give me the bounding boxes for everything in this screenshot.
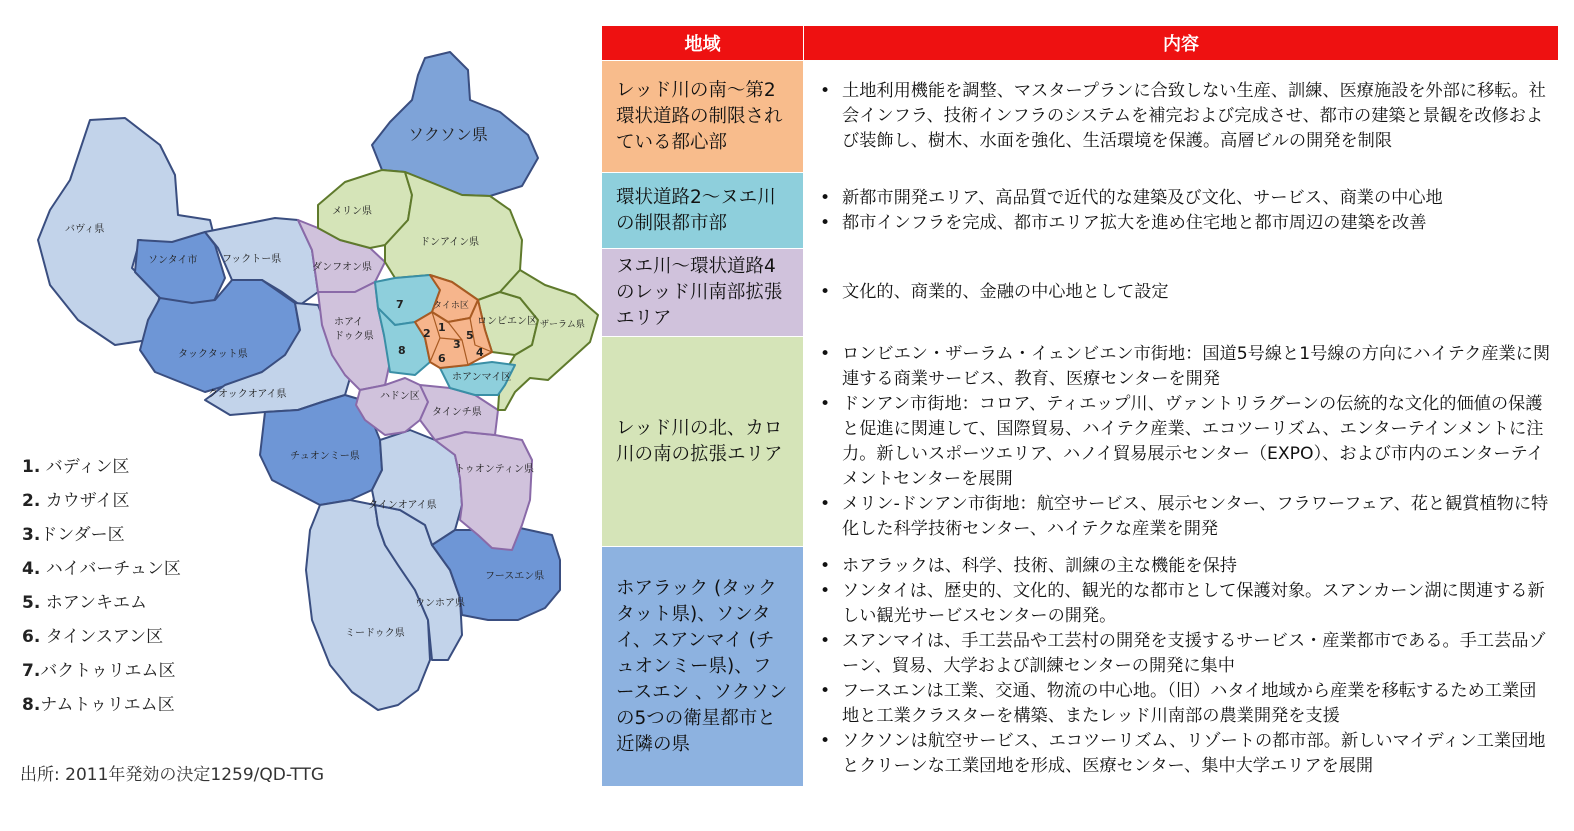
label-gia-lam: ザーラム県 — [540, 320, 585, 330]
district-number-8: 8 — [398, 344, 406, 357]
content-bullet: • スアンマイは、手工芸品や工芸村の開発を支援するサービス・産業都市である。手工芸品ゾーン、貿易、大学および訓練センターの開発に集中 — [816, 629, 1552, 679]
legend-name: ホアンキエム — [40, 593, 148, 613]
label-ba-vi: バヴィ県 — [65, 224, 105, 235]
legend-number: 5. — [22, 593, 41, 613]
label-soc-son: ソクソン県 — [408, 125, 488, 144]
label-me-linh: メリン県 — [332, 206, 372, 217]
content-bullet: • ロンビエン・ザーラム・イェンビエン市街地：国道5号線と1号線の方向にハイテク産業に関連する商業サービス、教育、医療センターを開発 — [816, 342, 1552, 392]
content-bullet: • 都市インフラを完成、都市エリア拡大を進め住宅地と都市周辺の建築を改善 — [816, 211, 1552, 236]
legend-number: 4. — [22, 559, 41, 579]
label-my-duc: ミードゥク県 — [345, 628, 405, 639]
legend-name: カウザイ区 — [40, 491, 130, 511]
source-note: 出所: 2011年発効の決定1259/QD-TTG — [20, 765, 325, 785]
legend-number: 6. — [22, 627, 41, 647]
content-bullet: • ソンタイは、歴史的、文化的、観光的な都市として保護対象。スアンカーン湖に関連する新しい観光サービスセンターの開発。 — [816, 579, 1552, 629]
district-number-4: 4 — [476, 346, 484, 359]
legend-name: バクトゥリエム区 — [40, 661, 176, 681]
content-cell — [804, 61, 1559, 173]
table-row — [602, 547, 1559, 787]
region-cell: ホアラック (タックタット県)、ソンタイ、スアンマイ (チュオンミー県)、フースエン 、ソクソンの5つの衛星都市と近隣の県 — [602, 547, 804, 787]
label-quoc-oai: クオックオアイ県 — [208, 389, 287, 400]
legend-name: ナムトゥリエム区 — [40, 695, 175, 715]
legend-number: 7. — [22, 661, 41, 681]
label-hoang-mai: ホアンマイ区 — [452, 372, 512, 383]
label-dan-phuong: ダンフオン県 — [312, 262, 372, 273]
region-cell: 環状道路2～ヌエ川の制限都市部 — [602, 173, 804, 249]
table-row — [602, 337, 1559, 547]
content-bullet: • フースエンは工業、交通、物流の中心地。（旧）ハタイ地域から産業を移転するため工業団地と工業クラスターを構築、またレッド川南部の農業開発を支援 — [816, 679, 1552, 729]
content-bullet: • ソクソンは航空サービス、エコツーリズム、リゾートの都市部。新しいマイディン工業団地とクリーンな工業団地を形成、医療センター、集中大学エリアを展開 — [816, 729, 1552, 779]
content-cell — [804, 547, 1559, 787]
label-chuong-my: チュオンミー県 — [290, 451, 360, 462]
table-header-row — [602, 26, 1559, 61]
content-bullet: • ドンアン市街地：コロア、ティエップ川、ヴァントリラグーンの伝統的な文化的価値の保護と促進に関連して、国際貿易、ハイテク産業、エコツーリズム、エンターテインメントに注力。新しいスポーツエリア、ハノイ貿易展示センター（EXPO）、および市内のエンターテイメントセンターを展開 — [816, 392, 1552, 492]
content-bullet: • 土地利用機能を調整、マスタープランに合致しない生産、訓練、医療施設を外部に移転。社会インフラ、技術インフラのシステムを補完および完成させ、都市の建築と景観を改修および装飾し、樹木、水面を強化、生活環境を保護。高層ビルの開発を制限 — [816, 79, 1552, 154]
legend-number: 3. — [22, 525, 41, 545]
label-thanh-oai: タインオアイ県 — [368, 500, 437, 511]
legend-number: 1. — [22, 457, 41, 477]
label-long-bien: ロンビエン区 — [477, 316, 537, 327]
district-number-7: 7 — [396, 298, 404, 311]
header-region: 地域 — [602, 26, 804, 61]
content-cell — [804, 249, 1559, 337]
legend-name: ハイバーチュン区 — [40, 559, 181, 579]
legend-number: 8. — [22, 695, 41, 715]
legend-name: バディン区 — [40, 457, 130, 477]
content-bullet: • メリン-ドンアン市街地：航空サービス、展示センター、フラワーフェア、花と観賞植物に特化した科学技術センター、ハイテクな産業を開発 — [816, 492, 1552, 542]
district-number-5: 5 — [466, 329, 474, 342]
label-thach-that: タックタット県 — [178, 349, 248, 360]
label-dong-anh: ドンアイン県 — [420, 237, 480, 248]
table-row — [602, 249, 1559, 337]
legend-item — [22, 654, 181, 688]
label-tay-ho: タイホ区 — [433, 301, 469, 311]
district-number-2: 2 — [423, 327, 431, 340]
legend-item — [22, 518, 181, 552]
legend-item — [22, 586, 181, 620]
header-content: 内容 — [804, 26, 1559, 61]
content-cell — [804, 337, 1559, 547]
legend-item — [22, 688, 181, 722]
label-phuc-tho: フックトー県 — [222, 254, 282, 265]
legend-item — [22, 484, 181, 518]
label-thuong-tin: トゥオンティン県 — [455, 464, 534, 475]
region-cell: レッド川の北、カロ川の南の拡張エリア — [602, 337, 804, 547]
label-thanh-tri: タインチ県 — [432, 407, 482, 418]
legend-name: ドンダー区 — [40, 525, 125, 545]
label-ha-dong: ハドン区 — [380, 391, 420, 402]
content-cell — [804, 173, 1559, 249]
legend-item — [22, 620, 181, 654]
label-son-tay: ソンタイ市 — [148, 255, 198, 266]
zoning-table — [601, 25, 1559, 787]
table-row — [602, 173, 1559, 249]
region-cell: レッド川の南～第2環状道路の制限されている都心部 — [602, 61, 804, 173]
district-number-1: 1 — [438, 321, 446, 334]
content-bullet: • 文化的、商業的、金融の中心地として設定 — [816, 280, 1552, 305]
content-bullet: • ホアラックは、科学、技術、訓練の主な機能を保持 — [816, 554, 1552, 579]
legend-number: 2. — [22, 491, 41, 511]
label-hoai-duc-line2: ドゥク県 — [334, 331, 374, 342]
legend-item — [22, 552, 181, 586]
label-ung-hoa: ウンホア県 — [415, 598, 465, 609]
label-hoai-duc-line1: ホアイ — [334, 317, 364, 328]
label-phu-xuyen: フースエン県 — [485, 571, 545, 582]
district-legend — [22, 450, 181, 722]
district-number-6: 6 — [438, 352, 446, 365]
table-row — [602, 61, 1559, 173]
content-bullet: • 新都市開発エリア、高品質で近代的な建築及び文化、サービス、商業の中心地 — [816, 186, 1552, 211]
district-number-3: 3 — [453, 338, 461, 351]
legend-item — [22, 450, 181, 484]
legend-name: タインスアン区 — [40, 627, 164, 647]
region-cell: ヌエ川～環状道路4のレッド川南部拡張エリア — [602, 249, 804, 337]
